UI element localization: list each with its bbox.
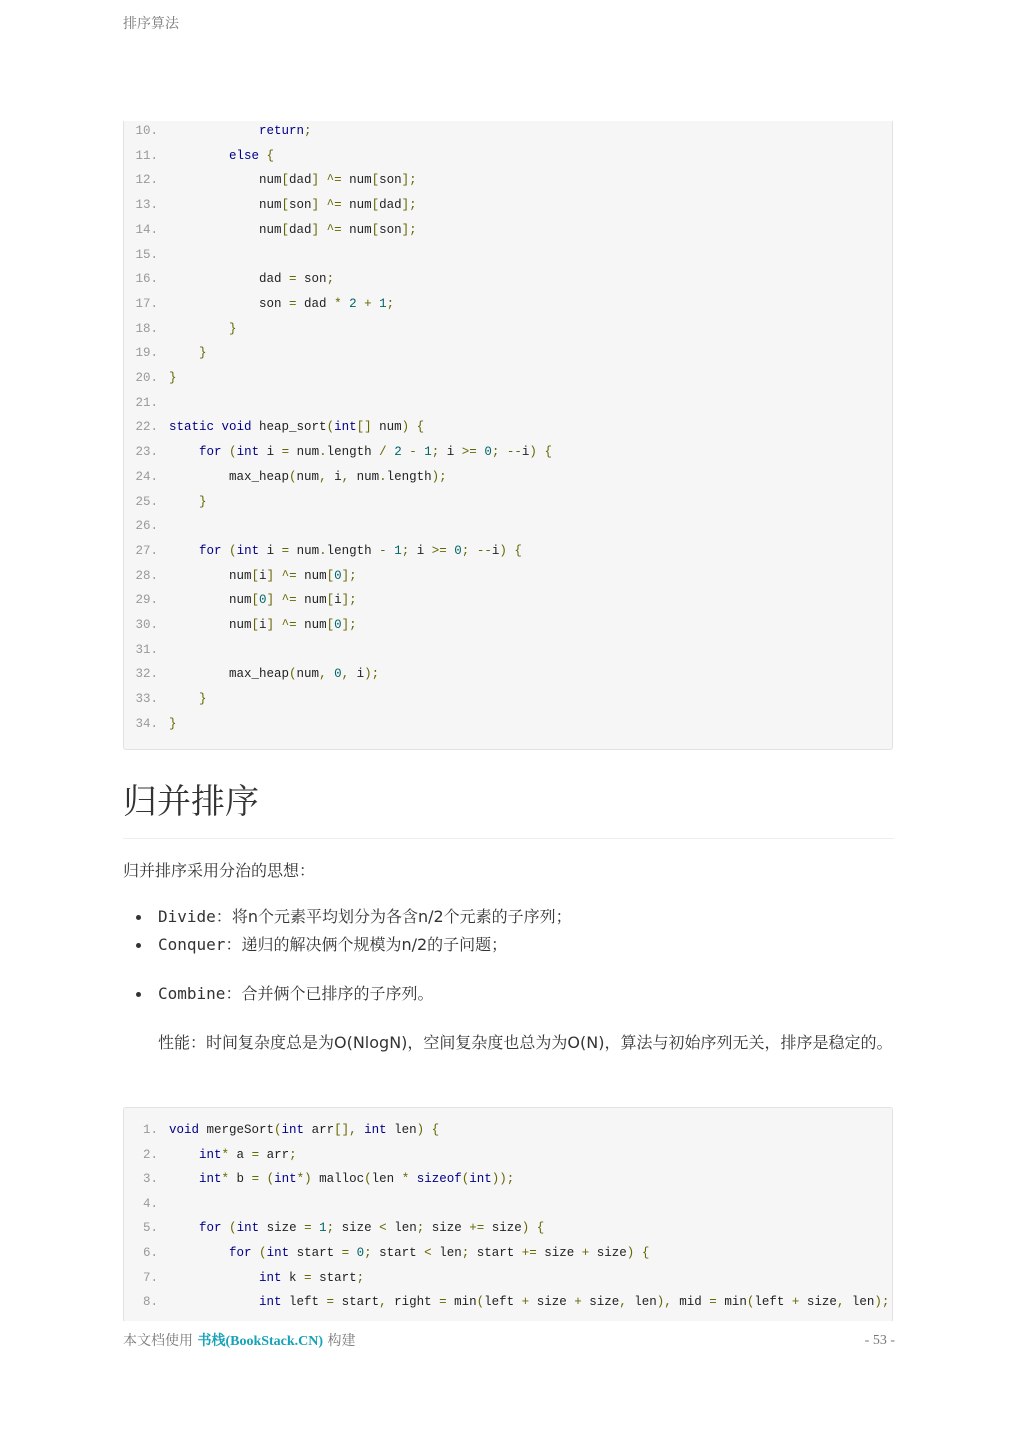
code-line: 5. for (int size = 1; size < len; size += size) { bbox=[124, 1216, 544, 1240]
section-heading: 归并排序 bbox=[123, 782, 259, 822]
footer-credit bbox=[123, 1331, 356, 1352]
code-line: 29. num[0] ^= num[i]; bbox=[124, 588, 357, 612]
line-number: 29. bbox=[135, 593, 158, 608]
line-number: 32. bbox=[135, 667, 158, 682]
code-block-heap-sort bbox=[123, 121, 893, 750]
bullet-term: Combine bbox=[158, 984, 226, 1003]
code-line: 32. max_heap(num, 0, i); bbox=[124, 662, 379, 686]
code-line: 24. max_heap(num, i, num.length); bbox=[124, 465, 447, 489]
bullet-separator: ： bbox=[225, 984, 242, 1003]
line-number: 19. bbox=[135, 346, 158, 361]
code-line: 23. for (int i = num.length / 2 - 1; i >= 0; --i) { bbox=[124, 440, 552, 464]
line-number: 18. bbox=[135, 321, 158, 336]
line-number: 15. bbox=[135, 247, 158, 262]
line-number: 33. bbox=[135, 692, 158, 707]
bullet-term: Conquer bbox=[158, 935, 226, 954]
code-line: 34. } bbox=[124, 712, 177, 736]
code-line: 27. for (int i = num.length - 1; i >= 0; --i) { bbox=[124, 539, 522, 563]
line-number: 1. bbox=[142, 1123, 158, 1137]
line-number: 23. bbox=[135, 445, 158, 460]
bullet-dot bbox=[136, 943, 141, 948]
line-number: 25. bbox=[135, 494, 158, 509]
code-line: 2. int* a = arr; bbox=[124, 1143, 297, 1167]
bullet-text: 递归的解决俩个规模为n/2的子问题； bbox=[241, 935, 508, 954]
code-line: 30. num[i] ^= num[0]; bbox=[124, 613, 357, 637]
code-line: 12. num[dad] ^= num[son]; bbox=[124, 168, 417, 192]
line-number: 26. bbox=[135, 519, 158, 534]
code-line: 25. } bbox=[124, 490, 207, 514]
code-line: 10. return; bbox=[124, 121, 312, 143]
line-number: 13. bbox=[135, 198, 158, 213]
performance-note: 性能：时间复杂度总是为O(NlogN)，空间复杂度也总为为O(N)，算法与初始序列无关，排序是稳定的。 bbox=[158, 1033, 893, 1052]
code-line: 22. static void heap_sort(int[] num) { bbox=[124, 415, 424, 439]
code-line: 18. } bbox=[124, 317, 237, 341]
line-number: 6. bbox=[142, 1246, 158, 1260]
line-number: 7. bbox=[142, 1270, 158, 1285]
line-number: 11. bbox=[135, 148, 158, 163]
footer-brand-link[interactable]: 书栈(BookStack.CN) bbox=[197, 1334, 324, 1349]
heading-divider bbox=[123, 838, 894, 839]
bullet-term: Divide bbox=[158, 907, 216, 926]
code-line: 13. num[son] ^= num[dad]; bbox=[124, 193, 417, 217]
line-number: 10. bbox=[135, 124, 158, 138]
footer-suffix: 构建 bbox=[323, 1333, 356, 1349]
code-line: 1. void mergeSort(int arr[], int len) { bbox=[124, 1118, 439, 1142]
line-number: 12. bbox=[135, 173, 158, 188]
running-title: 排序算法 bbox=[123, 16, 179, 32]
footer-prefix: 本文档使用 bbox=[123, 1333, 198, 1349]
page-number: - 53 - bbox=[864, 1333, 895, 1348]
code-line: 17. son = dad * 2 + 1; bbox=[124, 292, 394, 316]
line-number: 14. bbox=[135, 222, 158, 237]
line-number: 30. bbox=[135, 618, 158, 632]
line-number: 27. bbox=[135, 543, 158, 558]
code-line: 8. int left = start, right = min(left + size + size, len), mid = min(left + size, len); bbox=[124, 1290, 889, 1314]
bullet-text: 将n个元素平均划分为各含n/2个元素的子序列； bbox=[231, 907, 572, 926]
line-number: 34. bbox=[135, 716, 158, 731]
code-line bbox=[124, 243, 169, 267]
code-line: 33. } bbox=[124, 687, 207, 711]
code-line: 7. int k = start; bbox=[124, 1266, 364, 1290]
code-line: 11. else { bbox=[124, 144, 274, 168]
line-number: 3. bbox=[142, 1172, 158, 1187]
bullet-dot bbox=[136, 992, 141, 997]
code-line: 28. num[i] ^= num[0]; bbox=[124, 564, 357, 588]
line-number: 22. bbox=[135, 420, 158, 435]
line-number: 20. bbox=[135, 371, 158, 385]
line-number: 31. bbox=[135, 642, 158, 657]
code-line: 6. for (int start = 0; start < len; start += size + size) { bbox=[124, 1241, 649, 1265]
line-number: 2. bbox=[142, 1147, 158, 1162]
bullet-separator: ： bbox=[215, 907, 232, 926]
line-number: 24. bbox=[135, 469, 158, 484]
line-number: 17. bbox=[135, 296, 158, 311]
code-line bbox=[124, 638, 169, 662]
code-line: 3. int* b = (int*) malloc(len * sizeof(int)); bbox=[124, 1167, 514, 1191]
line-number: 16. bbox=[135, 272, 158, 287]
code-line: 16. dad = son; bbox=[124, 267, 334, 291]
code-line bbox=[124, 1192, 169, 1216]
line-number: 8. bbox=[142, 1295, 158, 1310]
code-line bbox=[124, 514, 169, 538]
line-number: 4. bbox=[142, 1196, 158, 1211]
intro-paragraph: 归并排序采用分治的思想： bbox=[123, 861, 316, 880]
line-number: 5. bbox=[142, 1221, 158, 1236]
code-line: 14. num[dad] ^= num[son]; bbox=[124, 218, 417, 242]
bullet-text: 合并俩个已排序的子序列。 bbox=[241, 984, 434, 1003]
bullet-separator: ： bbox=[225, 935, 242, 954]
bullet-dot bbox=[136, 915, 141, 920]
line-number: 21. bbox=[135, 395, 158, 410]
code-line: 19. } bbox=[124, 341, 207, 365]
code-line bbox=[124, 391, 169, 415]
line-number: 28. bbox=[135, 568, 158, 583]
code-line: 20. } bbox=[124, 366, 177, 390]
code-block-merge-sort bbox=[123, 1107, 893, 1321]
